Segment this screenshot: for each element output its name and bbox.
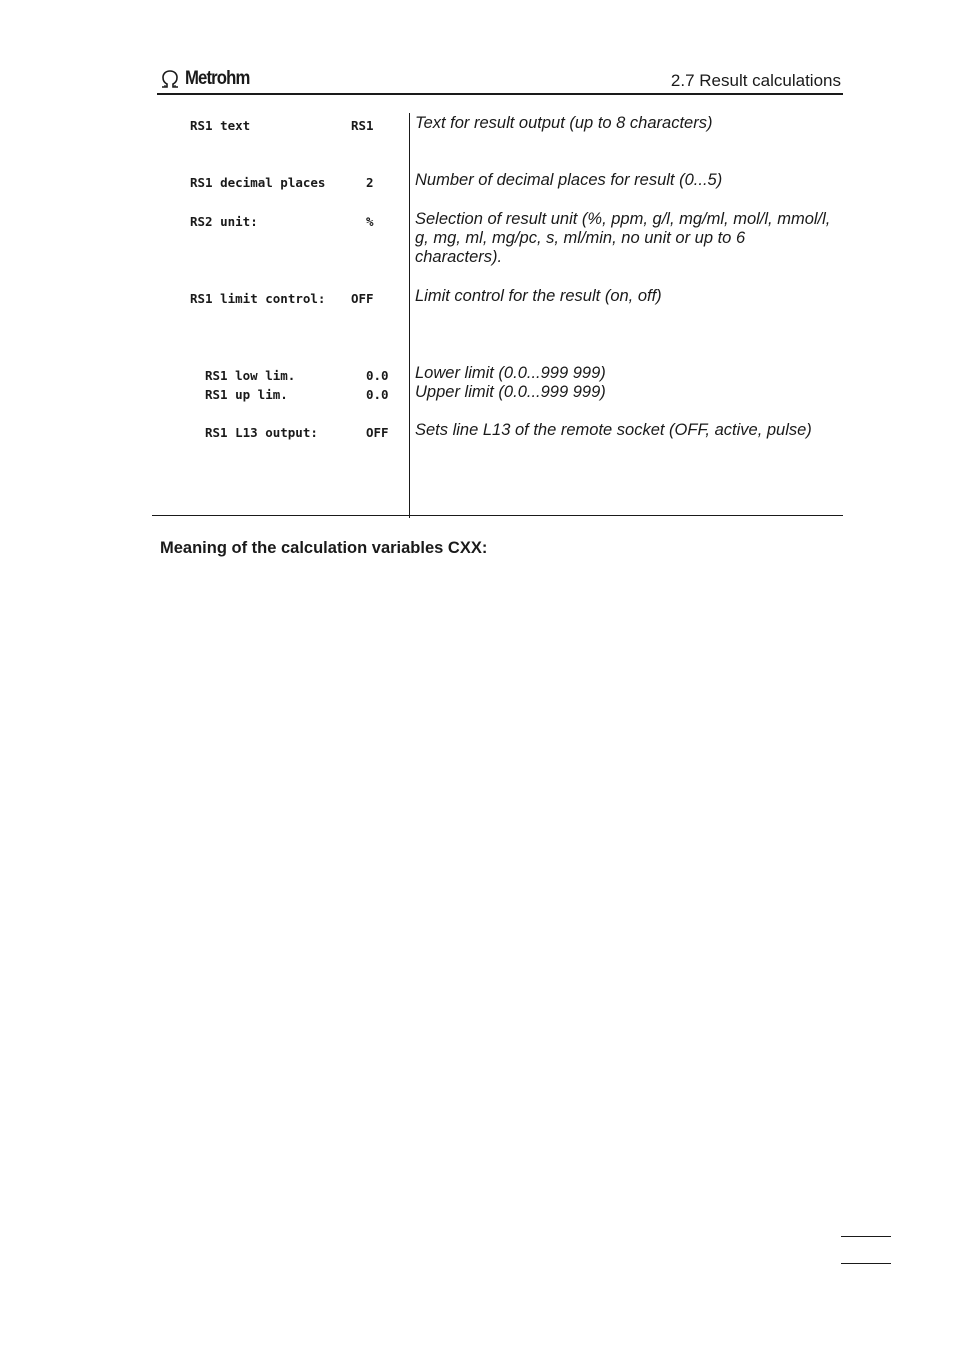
value-rs1-low-lim: 0.0: [366, 368, 389, 383]
value-rs1-l13-output: OFF: [366, 425, 389, 440]
column-divider: [409, 113, 410, 518]
metrohm-logo: [159, 67, 258, 91]
param-rs1-limit-control: RS1 limit control:: [190, 291, 326, 306]
logo-text: Metrohm: [185, 68, 250, 89]
value-rs1-limit-control: OFF: [351, 291, 374, 306]
desc-rs1-limit-control: Limit control for the result (on, off): [415, 287, 662, 305]
value-rs1-text: RS1: [351, 118, 374, 133]
param-rs1-decimal-places: RS1 decimal places: [190, 175, 326, 190]
param-rs1-low-lim: RS1 low lim.: [205, 368, 296, 383]
footer-rule-top: [841, 1236, 891, 1237]
desc-rs2-unit: Selection of result unit (%, ppm, g/l, mg/ml, mol/l, mmol/l, g, mg, ml, mg/pc, s, ml/min, no unit or up to 6 characters).: [415, 210, 831, 266]
desc-rs1-text: Text for result output (up to 8 characters): [415, 114, 713, 132]
param-rs1-text: RS1 text: [190, 118, 251, 133]
param-rs2-unit: RS2 unit:: [190, 214, 258, 229]
omega-logo-icon: [159, 68, 181, 90]
table-bottom-rule: [152, 515, 843, 516]
header-rule: [157, 93, 843, 95]
param-rs1-up-lim: RS1 up lim.: [205, 387, 288, 402]
subheading: Meaning of the calculation variables CXX:: [160, 539, 488, 557]
section-title: 2.7 Result calculations: [670, 71, 841, 90]
value-rs1-decimal-places: 2: [366, 175, 374, 190]
value-rs2-unit: %: [366, 214, 374, 229]
value-rs1-up-lim: 0.0: [366, 387, 389, 402]
desc-rs1-low-lim: Lower limit (0.0...999 999): [415, 364, 606, 382]
desc-rs1-up-lim: Upper limit (0.0...999 999): [415, 383, 606, 401]
desc-rs1-decimal-places: Number of decimal places for result (0...5): [415, 171, 723, 189]
param-rs1-l13-output: RS1 L13 output:: [205, 425, 318, 440]
desc-rs1-l13-output: Sets line L13 of the remote socket (OFF, active, pulse): [415, 421, 812, 439]
footer-rule-bottom: [841, 1263, 891, 1264]
